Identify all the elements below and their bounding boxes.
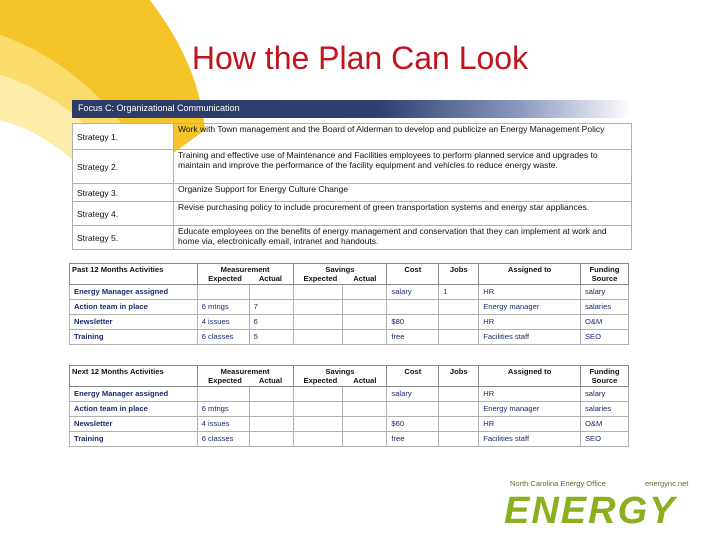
jobs-heading: Jobs — [439, 264, 479, 285]
activities-heading: Next 12 Months Activities — [70, 366, 198, 387]
funding-cell: O&M — [580, 417, 628, 432]
activity-cell: Newsletter — [70, 417, 198, 432]
strategy-label: Strategy 1. — [73, 124, 174, 150]
funding-cell: SEO — [580, 330, 628, 345]
jobs-cell — [439, 330, 479, 345]
assigned-cell: HR — [479, 315, 581, 330]
funding-cell: SEO — [580, 432, 628, 447]
strategy-label: Strategy 3. — [73, 184, 174, 202]
slide-title: How the Plan Can Look — [191, 40, 529, 76]
strategy-row — [73, 150, 632, 184]
strategy-text: Work with Town management and the Board of Alderman to develop and publicize an Energy Management Policy — [174, 124, 632, 150]
actual-label: Actual — [353, 376, 377, 385]
measurement-expected-cell: 6 classes — [197, 432, 249, 447]
assigned-heading: Assigned to — [479, 264, 581, 285]
jobs-cell: 1 — [439, 285, 479, 300]
savings-expected-cell — [293, 300, 343, 315]
jobs-cell — [439, 315, 479, 330]
actual-label: Actual — [258, 274, 283, 283]
funding-cell: O&M — [580, 315, 628, 330]
measurement-expected-cell — [197, 387, 249, 402]
assigned-cell: HR — [479, 387, 581, 402]
actual-label: Actual — [353, 274, 377, 283]
savings-expected-cell — [293, 315, 343, 330]
table-header-row — [70, 264, 629, 285]
strategy-row — [73, 226, 632, 250]
savings-subheads — [296, 274, 385, 283]
table-row — [70, 330, 629, 345]
cost-cell: free — [387, 330, 439, 345]
savings-actual-cell — [343, 432, 387, 447]
measurement-label: Measurement — [220, 265, 270, 274]
activity-cell: Training — [70, 330, 198, 345]
measurement-actual-cell — [249, 285, 293, 300]
jobs-cell — [439, 387, 479, 402]
jobs-heading: Jobs — [439, 366, 479, 387]
table-row — [70, 285, 629, 300]
cost-cell: salary — [387, 285, 439, 300]
assigned-heading: Assigned to — [479, 366, 581, 387]
measurement-actual-cell — [249, 402, 293, 417]
savings-heading — [293, 264, 387, 285]
savings-actual-cell — [343, 285, 387, 300]
measurement-actual-cell: 5 — [249, 330, 293, 345]
table-row — [70, 402, 629, 417]
logo-org-name: North Carolina Energy Office — [510, 479, 606, 488]
savings-actual-cell — [343, 300, 387, 315]
measurement-actual-cell: 6 — [249, 315, 293, 330]
cost-cell — [387, 402, 439, 417]
next-activities-table — [69, 365, 629, 447]
table-row — [70, 315, 629, 330]
cost-cell: $80 — [387, 315, 439, 330]
table-row — [70, 387, 629, 402]
measurement-expected-cell — [197, 285, 249, 300]
past-activities-table — [69, 263, 629, 345]
assigned-cell: Facilities staff — [479, 432, 581, 447]
actual-label: Actual — [258, 376, 283, 385]
measurement-expected-cell: 4 issues — [197, 417, 249, 432]
strategy-text: Training and effective use of Maintenance and Facilities employees to perform planned service and upgrades to maintain and improve the performance of the facility equipment and vehicles to reduce energy waste. — [174, 150, 632, 184]
savings-actual-cell — [343, 387, 387, 402]
expected-label: Expected — [208, 274, 242, 283]
strategy-label: Strategy 2. — [73, 150, 174, 184]
measurement-subheads — [200, 376, 291, 385]
savings-actual-cell — [343, 315, 387, 330]
savings-expected-cell — [293, 402, 343, 417]
energy-office-logo — [500, 476, 700, 532]
savings-subheads — [296, 376, 385, 385]
savings-actual-cell — [343, 417, 387, 432]
expected-label: Expected — [303, 376, 338, 385]
measurement-actual-cell — [249, 417, 293, 432]
jobs-cell — [439, 432, 479, 447]
savings-expected-cell — [293, 417, 343, 432]
measurement-expected-cell: 6 mtngs — [197, 402, 249, 417]
focus-header-bar — [72, 100, 632, 118]
strategy-label: Strategy 5. — [73, 226, 174, 250]
table-row — [70, 300, 629, 315]
table-row — [70, 417, 629, 432]
measurement-heading — [197, 366, 293, 387]
measurement-expected-cell: 6 classes — [197, 330, 249, 345]
activity-cell: Action team in place — [70, 300, 198, 315]
assigned-cell: Energy manager — [479, 300, 581, 315]
strategy-row — [73, 184, 632, 202]
measurement-expected-cell: 4 issues — [197, 315, 249, 330]
activity-cell: Newsletter — [70, 315, 198, 330]
expected-label: Expected — [208, 376, 242, 385]
strategy-table — [72, 123, 632, 250]
measurement-actual-cell: 7 — [249, 300, 293, 315]
table-header-row — [70, 366, 629, 387]
cost-cell: $60 — [387, 417, 439, 432]
savings-label: Savings — [325, 265, 355, 274]
savings-actual-cell — [343, 330, 387, 345]
measurement-heading — [197, 264, 293, 285]
cost-heading: Cost — [387, 366, 439, 387]
assigned-cell: HR — [479, 417, 581, 432]
measurement-label: Measurement — [220, 367, 270, 376]
jobs-cell — [439, 300, 479, 315]
savings-actual-cell — [343, 402, 387, 417]
assigned-cell: HR — [479, 285, 581, 300]
funding-cell: salary — [580, 387, 628, 402]
strategy-row — [73, 202, 632, 226]
strategy-text: Organize Support for Energy Culture Change — [174, 184, 632, 202]
expected-label: Expected — [303, 274, 338, 283]
strategy-label: Strategy 4. — [73, 202, 174, 226]
funding-cell: salaries — [580, 300, 628, 315]
funding-cell: salaries — [580, 402, 628, 417]
measurement-expected-cell: 6 mtngs — [197, 300, 249, 315]
assigned-cell: Energy manager — [479, 402, 581, 417]
measurement-subheads — [200, 274, 291, 283]
cost-cell: salary — [387, 387, 439, 402]
strategy-row — [73, 124, 632, 150]
cost-cell — [387, 300, 439, 315]
savings-expected-cell — [293, 432, 343, 447]
assigned-cell: Facilities staff — [479, 330, 581, 345]
activity-cell: Training — [70, 432, 198, 447]
savings-expected-cell — [293, 285, 343, 300]
activity-cell: Energy Manager assigned — [70, 387, 198, 402]
logo-url: energync.net — [645, 479, 689, 488]
cost-cell: free — [387, 432, 439, 447]
focus-header: Focus C: Organizational Communication — [78, 103, 240, 113]
table-row — [70, 432, 629, 447]
funding-cell: salary — [580, 285, 628, 300]
savings-label: Savings — [325, 367, 355, 376]
strategy-text: Revise purchasing policy to include procurement of green transportation systems and energy star appliances. — [174, 202, 632, 226]
savings-heading — [293, 366, 387, 387]
measurement-actual-cell — [249, 432, 293, 447]
savings-expected-cell — [293, 330, 343, 345]
jobs-cell — [439, 417, 479, 432]
savings-expected-cell — [293, 387, 343, 402]
funding-heading: Funding Source — [580, 264, 628, 285]
strategy-text: Educate employees on the benefits of energy management and conservation that they can implement at work and home via, electronically email, intranet and handouts. — [174, 226, 632, 250]
logo-wordmark: ENERGY — [504, 490, 677, 532]
cost-heading: Cost — [387, 264, 439, 285]
activity-cell: Action team in place — [70, 402, 198, 417]
funding-heading: Funding Source — [580, 366, 628, 387]
activity-cell: Energy Manager assigned — [70, 285, 198, 300]
measurement-actual-cell — [249, 387, 293, 402]
jobs-cell — [439, 402, 479, 417]
activities-heading: Past 12 Months Activities — [70, 264, 198, 285]
